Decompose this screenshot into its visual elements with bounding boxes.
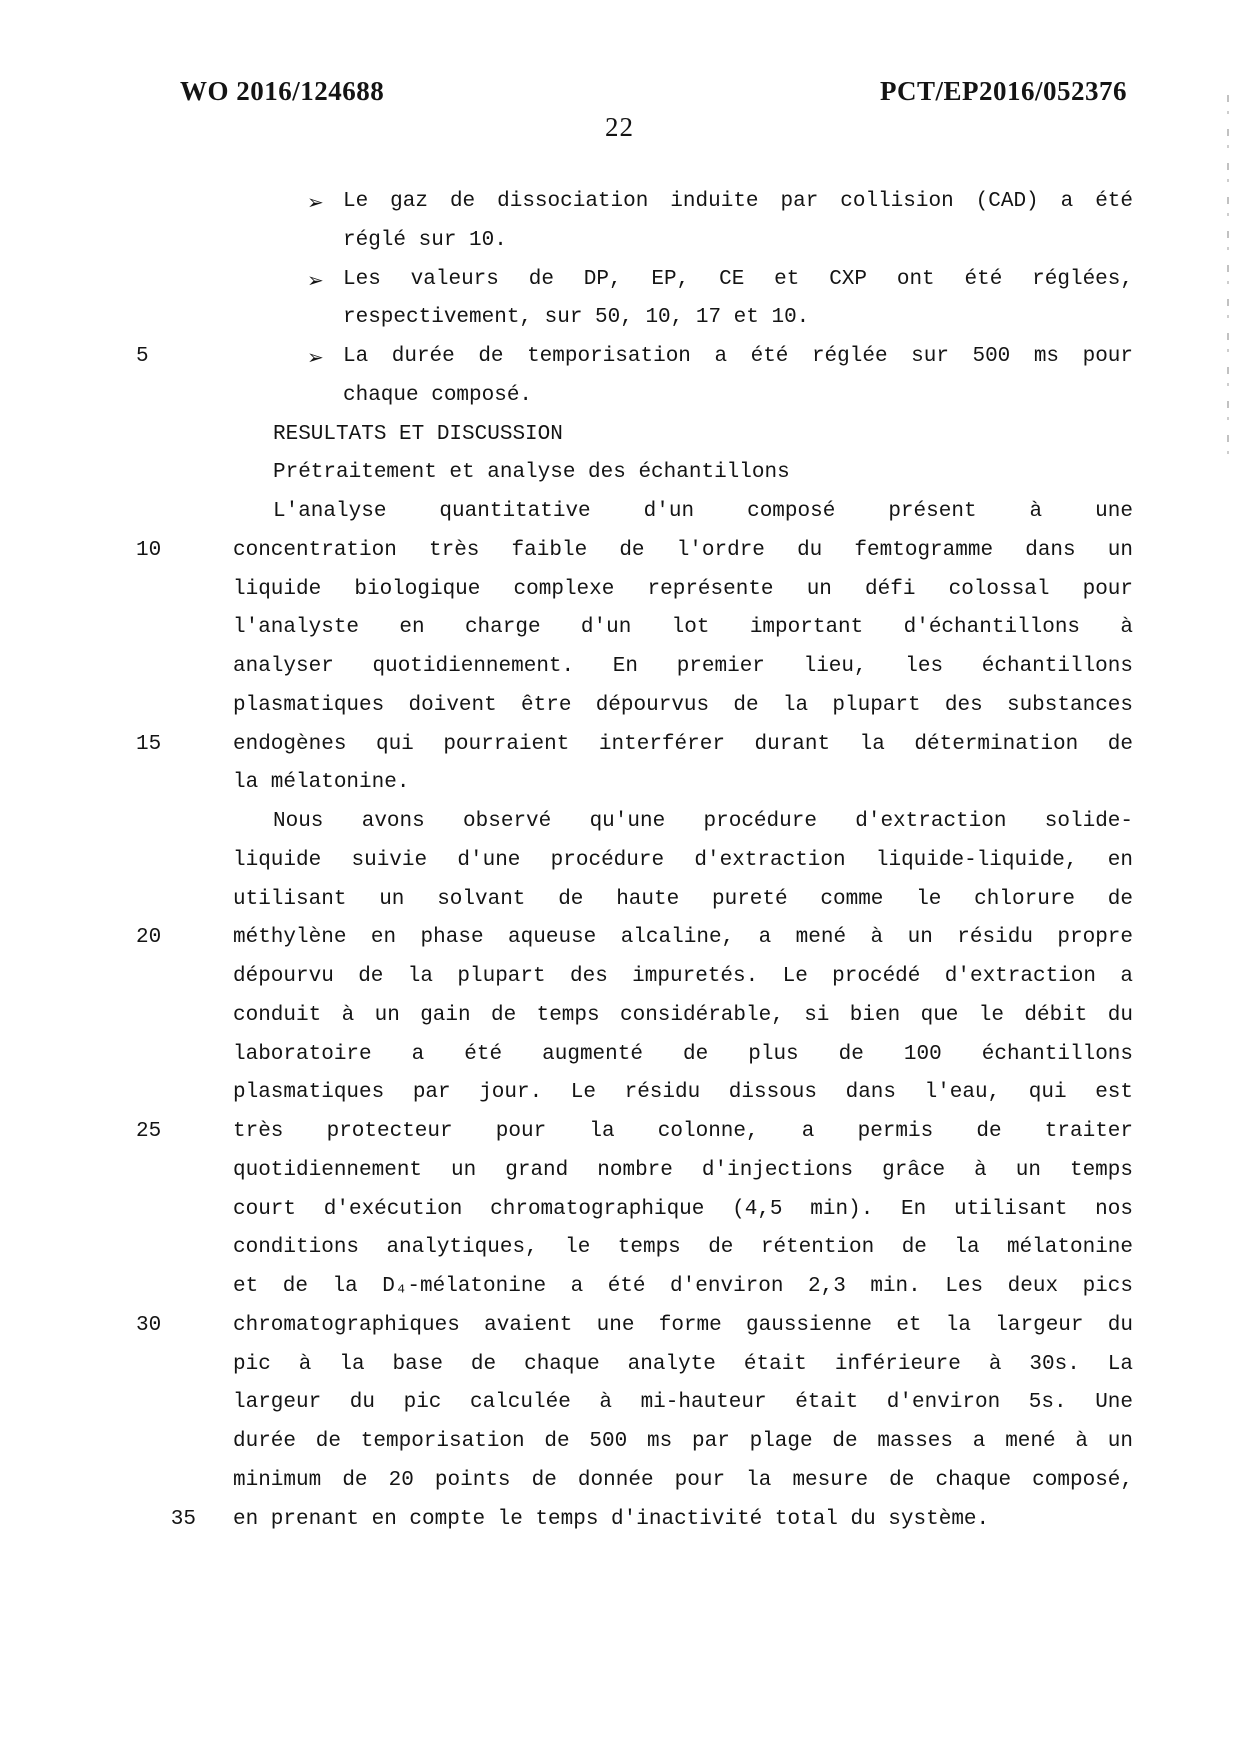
- text-line: [233, 1036, 1133, 1075]
- scan-artifact-line: [1227, 95, 1229, 463]
- line-number: 30: [136, 1313, 162, 1337]
- line-text: plasmatiques doivent être dépourvus de la plupart des substances: [233, 693, 1133, 717]
- text-line: [233, 454, 1133, 493]
- line-text: endogènes qui pourraient interférer durant la détermination de: [233, 732, 1133, 756]
- text-line: [233, 764, 1133, 803]
- line-text: méthylène en phase aqueuse alcaline, a mené à un résidu propre: [233, 926, 1133, 950]
- bullet-arrow-icon: ➢: [307, 345, 324, 369]
- text-line: [233, 1384, 1133, 1423]
- text-line: [136, 338, 1133, 377]
- line-text: et de la D₄-mélatonine a été d'environ 2,3 min. Les deux pics: [233, 1275, 1133, 1298]
- text-line: [170, 1501, 1133, 1540]
- line-text: plasmatiques par jour. Le résidu dissous dans l'eau, qui est: [233, 1081, 1133, 1105]
- line-text: en prenant en compte le temps d'inactivité total du système.: [233, 1507, 990, 1531]
- text-line: [233, 1191, 1133, 1230]
- line-text: minimum de 20 points de donnée pour la mesure de chaque composé,: [233, 1468, 1133, 1492]
- text-line: [233, 1229, 1133, 1268]
- line-text: la mélatonine.: [233, 771, 410, 795]
- line-text: utilisant un solvant de haute pureté comme le chlorure de: [233, 887, 1133, 911]
- text-line: [233, 687, 1133, 726]
- line-text: quotidiennement un grand nombre d'injections grâce à un temps: [233, 1158, 1133, 1182]
- text-line: [233, 377, 1133, 416]
- line-text: concentration très faible de l'ordre du femtogramme dans un: [233, 538, 1133, 562]
- text-line: [233, 493, 1133, 532]
- line-text: l'analyste en charge d'un lot important d'échantillons à: [233, 616, 1133, 640]
- text-line: [136, 532, 1133, 571]
- line-text: analyser quotidiennement. En premier lieu, les échantillons: [233, 655, 1133, 678]
- line-number: 10: [136, 538, 162, 562]
- line-text: chaque composé.: [343, 383, 533, 407]
- line-number: 20: [136, 926, 162, 950]
- line-text: dépourvu de la plupart des impuretés. Le procédé d'extraction a: [233, 965, 1133, 988]
- line-text: pic à la base de chaque analyte était inférieure à 30s. La: [233, 1352, 1133, 1376]
- line-text: réglé sur 10.: [343, 228, 507, 252]
- text-line: [233, 183, 1133, 222]
- text-line: [233, 1268, 1133, 1307]
- publication-number: WO 2016/124688: [180, 76, 385, 106]
- line-text: conditions analytiques, le temps de rétention de la mélatonine: [233, 1236, 1133, 1260]
- text-line: [233, 1346, 1133, 1385]
- text-line: [136, 919, 1133, 958]
- line-text: liquide biologique complexe représente un défi colossal pour: [233, 577, 1133, 601]
- line-text: respectivement, sur 50, 10, 17 et 10.: [343, 306, 810, 330]
- line-text: largeur du pic calculée à mi-hauteur était d'environ 5s. Une: [233, 1391, 1133, 1415]
- text-line: [233, 261, 1133, 300]
- line-text: Nous avons observé qu'une procédure d'extraction solide-: [273, 810, 1133, 833]
- line-text: très protecteur pour la colonne, a permis de traiter: [233, 1120, 1133, 1143]
- line-number: 5: [136, 345, 149, 368]
- text-line: [233, 416, 1133, 455]
- text-line: [233, 1152, 1133, 1191]
- line-text: L'analyse quantitative d'un composé présent à une: [273, 500, 1133, 523]
- document-body: [136, 183, 1133, 1539]
- text-line: [136, 1113, 1133, 1152]
- text-line: [233, 299, 1133, 338]
- line-number: 35: [170, 1507, 196, 1531]
- text-line: [233, 571, 1133, 610]
- line-text: La durée de temporisation a été réglée sur 500 ms pour: [343, 345, 1133, 368]
- line-number: 15: [136, 732, 162, 756]
- line-text: RESULTATS ET DISCUSSION: [273, 422, 563, 446]
- text-line: [136, 1307, 1133, 1346]
- text-line: [233, 803, 1133, 842]
- line-text: liquide suivie d'une procédure d'extraction liquide-liquide, en: [233, 848, 1133, 872]
- text-line: [233, 881, 1133, 920]
- text-line: [136, 726, 1133, 765]
- line-text: Prétraitement et analyse des échantillons: [273, 461, 790, 485]
- bullet-arrow-icon: ➢: [307, 190, 324, 214]
- bullet-arrow-icon: ➢: [307, 267, 324, 292]
- line-text: conduit à un gain de temps considérable, si bien que le débit du: [233, 1003, 1133, 1027]
- line-text: durée de temporisation de 500 ms par plage de masses a mené à un: [233, 1430, 1133, 1453]
- line-text: court d'exécution chromatographique (4,5 min). En utilisant nos: [233, 1197, 1133, 1221]
- line-number: 25: [136, 1120, 162, 1143]
- text-line: [233, 842, 1133, 881]
- text-line: [233, 1423, 1133, 1462]
- line-text: chromatographiques avaient une forme gaussienne et la largeur du: [233, 1313, 1133, 1337]
- text-line: [233, 648, 1133, 687]
- line-text: laboratoire a été augmenté de plus de 100 échantillons: [233, 1042, 1133, 1066]
- text-line: [233, 1462, 1133, 1501]
- text-line: [233, 958, 1133, 997]
- text-line: [233, 1074, 1133, 1113]
- line-text: Le gaz de dissociation induite par collision (CAD) a été: [343, 190, 1133, 213]
- text-line: [233, 222, 1133, 261]
- application-number: PCT/EP2016/052376: [880, 76, 1128, 106]
- line-text: Les valeurs de DP, EP, CE et CXP ont été réglées,: [343, 267, 1133, 291]
- page-number: 22: [605, 112, 634, 142]
- text-line: [233, 997, 1133, 1036]
- text-line: [233, 609, 1133, 648]
